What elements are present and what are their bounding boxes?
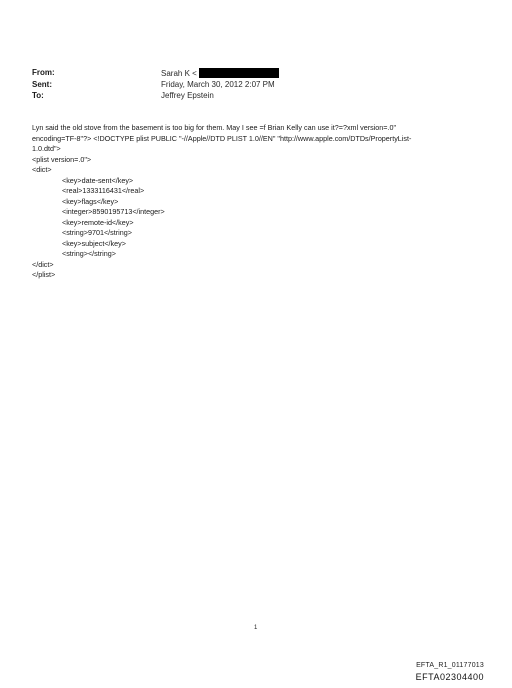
body-line: 1.0.dtd"> — [32, 144, 61, 153]
body-line: <dict> — [32, 165, 52, 174]
sent-value: Friday, March 30, 2012 2:07 PM — [161, 80, 275, 89]
redaction-box — [199, 68, 279, 78]
body-line: encoding=TF-8"?> <!DOCTYPE plist PUBLIC "-//Apple//DTD PLIST 1.0//EN" "http://www.apple.com/DTDs/PropertyList- — [32, 133, 412, 143]
sent-label: Sent: — [32, 80, 52, 89]
bates-stamp-2: EFTA02304400 — [415, 672, 484, 682]
body-line: </plist> — [32, 270, 56, 279]
body-line: <real>1333116431</real> — [62, 186, 145, 195]
body-line: <string></string> — [62, 249, 116, 258]
body-line: <plist version=.0"> — [32, 154, 92, 164]
email-body — [32, 123, 484, 281]
from-value: Sarah K < — [161, 68, 279, 79]
body-line: Lyn said the old stove from the basement is too big for them. May I see =f Brian Kelly can use it?=?xml version=.0" — [32, 123, 397, 132]
from-label: From: — [32, 68, 55, 77]
to-value: Jeffrey Epstein — [161, 91, 214, 100]
body-line: <key>date-sent</key> — [62, 175, 134, 185]
body-line: <string>9701</string> — [62, 228, 132, 237]
bates-stamp-1: EFTA_R1_01177013 — [416, 662, 484, 669]
page-number: 1 — [254, 625, 258, 631]
to-label: To: — [32, 91, 44, 100]
body-line: </dict> — [32, 259, 54, 269]
body-line: <integer>8590195713</integer> — [62, 207, 165, 216]
body-line: <key>flags</key> — [62, 196, 119, 206]
body-line: <key>subject</key> — [62, 238, 126, 248]
body-line: <key>remote-id</key> — [62, 217, 134, 227]
